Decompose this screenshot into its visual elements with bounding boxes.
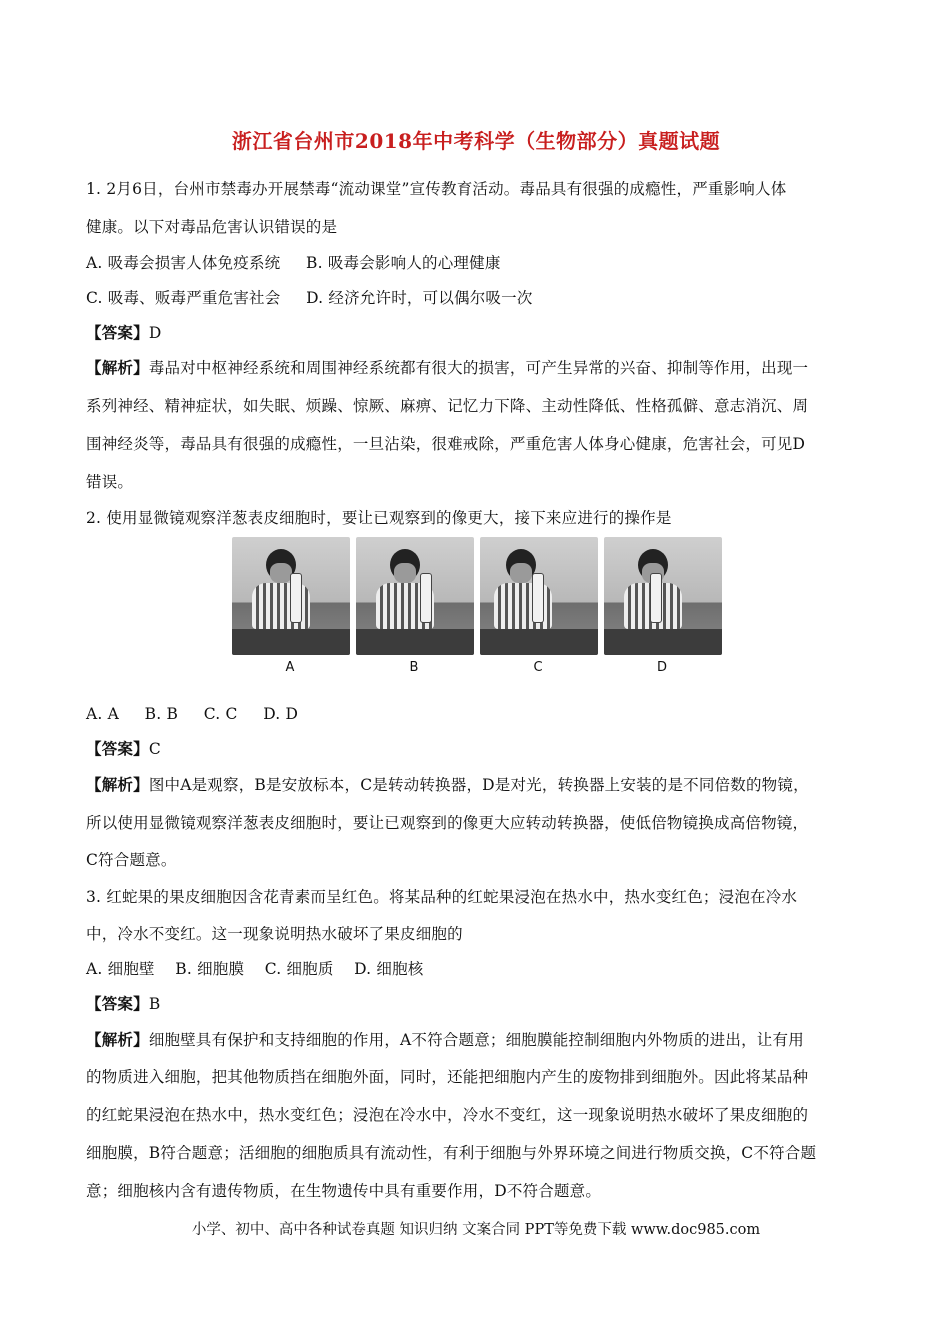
- photo-label-c: C: [533, 660, 543, 675]
- answer-value: D: [148, 324, 162, 342]
- q3-analysis-line4: 细胞膜，B符合题意；活细胞的细胞质具有流动性，有利于细胞与外界环境之间进行物质交换，C不符合题: [86, 1144, 817, 1162]
- q1-analysis-line4: 错误。: [86, 473, 134, 491]
- microscope-photos: [232, 537, 722, 679]
- q1-answer: [86, 322, 161, 344]
- analysis-text: 图中A是观察，B是安放标本，C是转动转换器，D是对光，转换器上安装的是不同倍数的物镜，: [148, 776, 809, 794]
- photo-label-a: A: [285, 660, 295, 675]
- photo-label-b: B: [409, 660, 419, 675]
- answer-tag: 【答案】: [86, 739, 149, 758]
- q2-analysis-line3: C符合题意。: [86, 851, 177, 869]
- photo-b: [356, 537, 474, 655]
- analysis-tag: 【解析】: [86, 358, 149, 377]
- q3-stem-line2: 中，冷水不变红。这一现象说明热水破坏了果皮细胞的: [86, 925, 463, 943]
- q2-analysis-line1: [86, 774, 809, 796]
- photo-c: [480, 537, 598, 655]
- q3-options-line1: A. 细胞壁 B. 细胞膜 C. 细胞质 D. 细胞核: [86, 960, 424, 978]
- q2-stem-line1: 2. 使用显微镜观察洋葱表皮细胞时，要让已观察到的像更大，接下来应进行的操作是: [86, 509, 672, 527]
- answer-value: B: [148, 995, 161, 1013]
- analysis-text: 毒品对中枢神经系统和周围神经系统都有很大的损害，可产生异常的兴奋、抑制等作用，出现一: [148, 359, 809, 377]
- q2-answer: [86, 738, 161, 760]
- photo-a: [232, 537, 350, 655]
- q1-analysis-line1: [86, 357, 808, 379]
- analysis-tag: 【解析】: [86, 775, 149, 794]
- q3-analysis-line2: 的物质进入细胞，把其他物质挡在细胞外面，同时，还能把细胞内产生的废物排到细胞外。因此将某品种: [86, 1068, 809, 1086]
- answer-value: C: [148, 740, 161, 758]
- q1-stem-line1: 1. 2月6日，台州市禁毒办开展禁毒“流动课堂”宣传教育活动。毒品具有很强的成瘾性，严重影响人体: [86, 180, 787, 198]
- q3-stem-line1: 3. 红蛇果的果皮细胞因含花青素而呈红色。将某品种的红蛇果浸泡在热水中，热水变红色；浸泡在冷水: [86, 888, 798, 906]
- q1-stem-line2: 健康。以下对毒品危害认识错误的是: [86, 218, 338, 236]
- q3-analysis-line5: 意；细胞核内含有遗传物质，在生物遗传中具有重要作用，D不符合题意。: [86, 1182, 602, 1200]
- q3-analysis-line1: [86, 1029, 804, 1051]
- analysis-text: 细胞壁具有保护和支持细胞的作用，A不符合题意；细胞膜能控制细胞内外物质的进出，让有用: [148, 1031, 804, 1049]
- q1-options-line1: A. 吸毒会损害人体免疫系统 B. 吸毒会影响人的心理健康: [86, 254, 501, 272]
- q3-answer: [86, 993, 160, 1015]
- answer-tag: 【答案】: [86, 994, 149, 1013]
- q2-analysis-line2: 所以使用显微镜观察洋葱表皮细胞时，要让已观察到的像更大应转动转换器，使低倍物镜换成高倍物镜，: [86, 814, 809, 832]
- q2-options-line1: A. A B. B C. C D. D: [86, 705, 299, 723]
- page-footer: 小学、初中、高中各种试卷真题 知识归纳 文案合同 PPT等免费下载 www.doc985.com: [191, 1222, 761, 1238]
- analysis-tag: 【解析】: [86, 1030, 149, 1049]
- photo-label-d: D: [656, 660, 667, 675]
- q1-options-line2: C. 吸毒、贩毒严重危害社会 D. 经济允许时，可以偶尔吸一次: [86, 289, 533, 307]
- q1-analysis-line3: 围神经炎等，毒品具有很强的成瘾性，一旦沾染，很难戒除，严重危害人体身心健康，危害社会，可见D: [86, 435, 806, 453]
- q1-analysis-line2: 系列神经、精神症状，如失眠、烦躁、惊厥、麻痹、记忆力下降、主动性降低、性格孤僻、意志消沉、周: [86, 397, 809, 415]
- q3-analysis-line3: 的红蛇果浸泡在热水中，热水变红色；浸泡在冷水中，冷水不变红，这一现象说明热水破坏了果皮细胞的: [86, 1106, 809, 1124]
- page-title: 浙江省台州市2018年中考科学（生物部分）真题试题: [231, 129, 721, 153]
- answer-tag: 【答案】: [86, 323, 149, 342]
- photo-d: [604, 537, 722, 655]
